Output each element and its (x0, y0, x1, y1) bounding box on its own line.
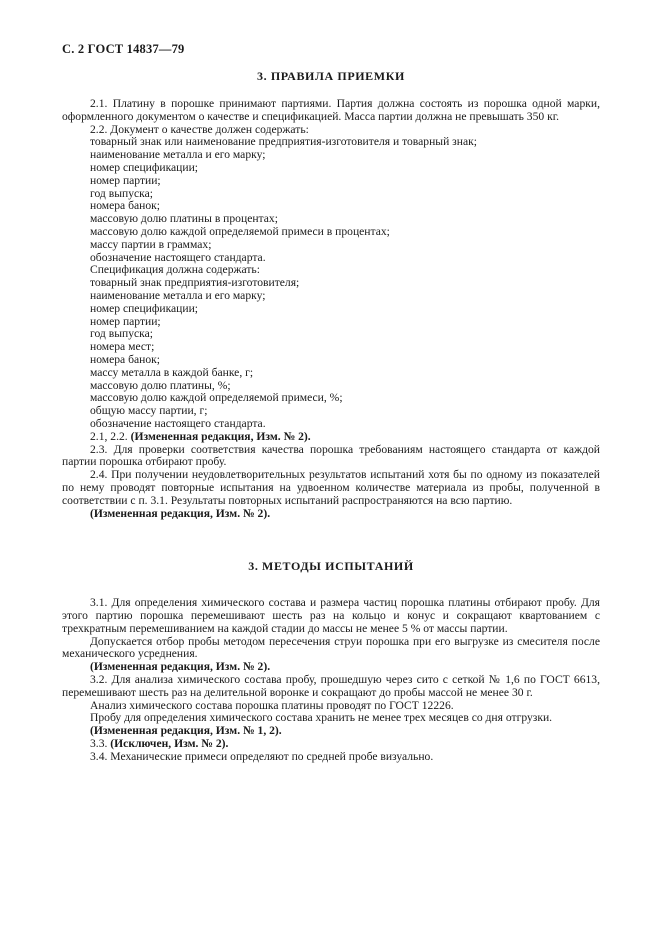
paragraph-3-1: 3.1. Для определения химического состава и размера частиц порошка платины отбирают пробу. Для этого партию порошка перемешивают шесть раз на кольцо и конус и сокращают квартованием с трехкратным перемешиванием на каждой стадии до массы не менее 5 % от массы партии. (62, 596, 600, 635)
paragraph-3-2-b: Анализ химического состава порошка платины проводят по ГОСТ 12226. (90, 698, 454, 712)
amendment-note-3-2: (Измененная редакция, Изм. № 1, 2). (90, 724, 282, 738)
spec-intro: Спецификация должна содержать: (90, 263, 260, 277)
list-item: номера банок; (90, 199, 161, 213)
list-item: номера банок; (90, 352, 161, 366)
list-item: номер партии; (90, 173, 161, 187)
paragraph-2-2: 2.2. Документ о качестве должен содержать: (90, 122, 309, 136)
amendment-bold: (Измененная редакция, Изм. № 2). (130, 429, 311, 443)
list-item: массу металла в каждой банке, г; (90, 365, 254, 379)
page-content (62, 70, 600, 764)
list-item: обозначение настоящего стандарта. (90, 416, 266, 430)
list-item: товарный знак или наименование предприятия-изготовителя и товарный знак; (90, 135, 477, 149)
list-item: год выпуска; (90, 186, 153, 200)
list-item: массовую долю платины, %; (90, 378, 231, 392)
paragraph-3-3-prefix: 3.3. (90, 737, 111, 751)
section-title-acceptance: 3. ПРАВИЛА ПРИЕМКИ (257, 69, 405, 83)
paragraph-3-2-c: Пробу для определения химического состава хранить не менее трех месяцев со дня отгрузки. (90, 711, 553, 725)
list-item: массовую долю каждой определяемой примеси в процентах; (90, 224, 390, 238)
paragraph-2-3: 2.3. Для проверки соответствия качества порошка требованиям настоящего стандарта от каждой партии порошка отбирают пробу. (62, 442, 600, 469)
paragraph-2-4: 2.4. При получении неудовлетворительных результатов испытаний хотя бы по одному из показателей по нему проводят повторные испытания на удвоенном количестве материала из пробы, полученной в соответствии с п. 3.1. Результаты повторных испытаний распространяются на всю партию. (62, 468, 600, 507)
list-item: наименование металла и его марку; (90, 288, 266, 302)
paragraph-2-1: 2.1. Платину в порошке принимают партиями. Партия должна состоять из порошка одной марки, оформленного документом о качестве и спецификацией. Масса партии должна не превышать 350 кг. (62, 97, 600, 123)
quality-doc-list (62, 136, 600, 264)
page-header: С. 2 ГОСТ 14837—79 (62, 42, 185, 56)
list-item: товарный знак предприятия-изготовителя; (90, 276, 300, 290)
list-item: массовую долю платины в процентах; (90, 212, 278, 226)
list-item: номер спецификации; (90, 301, 199, 315)
amendment-note-2-1-2-2 (62, 431, 600, 444)
amendment-note-2-4: (Измененная редакция, Изм. № 2). (90, 506, 271, 520)
list-item: номер партии; (90, 314, 161, 328)
paragraph-3-4: 3.4. Механические примеси определяют по средней пробе визуально. (90, 749, 434, 763)
amendment-prefix: 2.1, 2.2. (90, 429, 131, 443)
paragraph-3-1-b: Допускается отбор пробы методом пересечения струи порошка при его выгрузке из смесителя после механического усреднения. (62, 634, 600, 661)
section-title-methods: 3. МЕТОДЫ ИСПЫТАНИЙ (248, 559, 414, 574)
list-item: номер спецификации; (90, 160, 199, 174)
paragraph-3-3 (62, 738, 600, 751)
list-item: массу партии в граммах; (90, 237, 212, 251)
paragraph-3-2: 3.2. Для анализа химического состава пробу, прошедшую через сито с сеткой № 1,6 по ГОСТ 6613, перемешивают шесть раз на делительной воронке и сокращают до пробы массой не менее 30 г. (62, 673, 600, 699)
spec-list (62, 277, 600, 431)
list-item: наименование металла и его марку; (90, 148, 266, 162)
list-item: массовую долю каждой определяемой примеси, %; (90, 391, 343, 405)
list-item: общую массу партии, г; (90, 404, 208, 418)
list-item: год выпуска; (90, 327, 153, 341)
amendment-note-3-1: (Измененная редакция, Изм. № 2). (90, 660, 271, 674)
list-item: номера мест; (90, 340, 155, 354)
paragraph-3-3-bold: (Исключен, Изм. № 2). (110, 737, 229, 751)
list-item: обозначение настоящего стандарта. (90, 250, 266, 264)
